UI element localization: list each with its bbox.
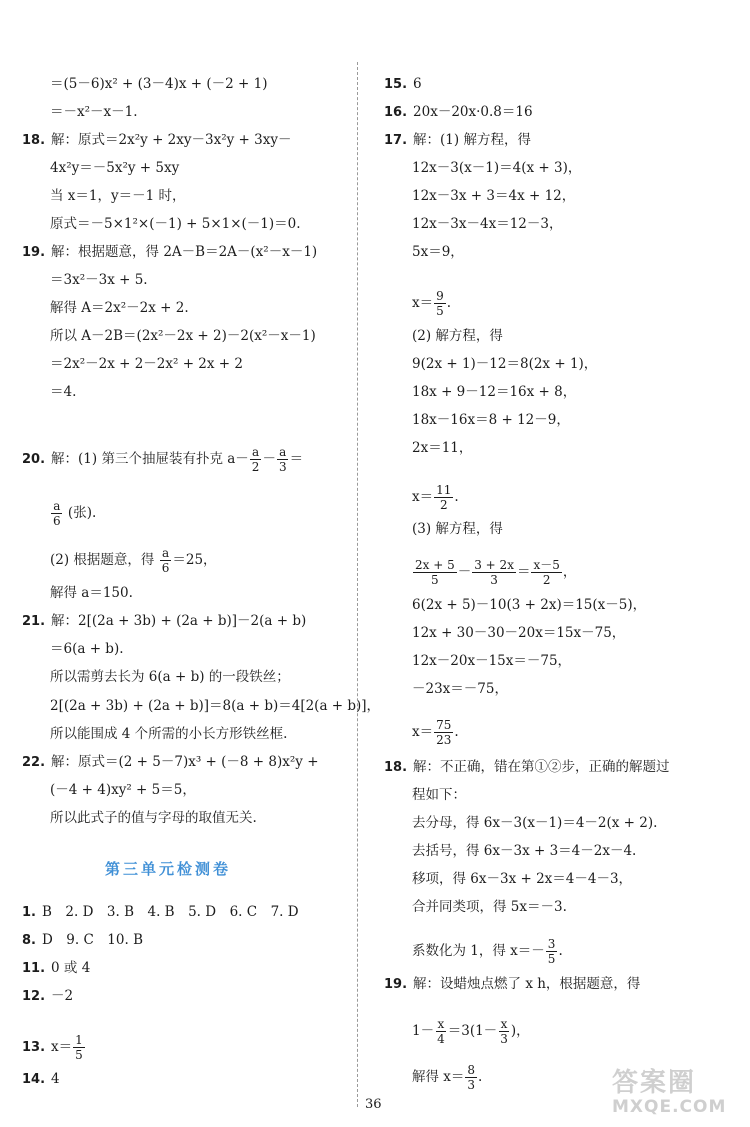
answer-line [412, 159, 581, 177]
question-number: 19. [384, 977, 408, 992]
answer-line [412, 1017, 530, 1046]
answer-text: 所以需剪去长为 6(a + b) 的一段铁丝； [50, 669, 290, 685]
fraction: $\frac{a}{6}$ [53, 499, 61, 528]
question-number: 14. [22, 1072, 46, 1087]
answer-text: 4x²y＝－5x²y + 5xy [50, 160, 180, 176]
answer-text: 18x－16x＝8 + 12－9， [412, 412, 570, 428]
question-number: 18. [22, 133, 46, 148]
answer-line [412, 243, 464, 261]
question-number: 22. [22, 755, 46, 770]
answer-text: ＝2x²－2x + 2－2x² + 2x + 2 [50, 356, 243, 372]
answer-text: 解：原式＝(2 + 5－7)x³ + (－8 + 8)x²y + [51, 754, 319, 770]
answer-text: 4 [51, 1071, 60, 1087]
answer-text: ＝(5－6)x² + (3－4)x + (－2 + 1) [50, 76, 268, 92]
answer-text: 解：(1) 解方程，得 [413, 132, 531, 148]
question-number: 18. [384, 760, 408, 775]
answer-text: ＝4. [50, 384, 77, 400]
watermark-line2: MXQE.COM [612, 1097, 727, 1117]
answer-text: (3) 解方程，得 [412, 521, 503, 537]
answer-line [412, 383, 576, 401]
answer-text: 去括号，得 6x－3x + 3＝4－2x－4. [412, 843, 637, 859]
question-number: 8. [22, 933, 36, 948]
answer-line [412, 355, 597, 373]
answer-line [384, 758, 670, 777]
answer-text: 程如下： [412, 787, 466, 803]
fraction: $\frac{a}{3}$ [278, 445, 287, 474]
answer-text: 2x＝11， [412, 440, 473, 456]
answer-text: 0 或 4 [51, 960, 91, 976]
answer-text: 所以能围成 4 个所需的小长方形铁丝框. [50, 726, 288, 742]
answer-text: 解得 x＝ $\frac{8}{3}$ . [412, 1063, 483, 1092]
answer-line [412, 680, 508, 698]
answer-text: D 9. C 10. B [41, 932, 143, 948]
question-number: 19. [22, 245, 46, 260]
answer-line [384, 975, 640, 994]
answer-text: 解：不正确，错在第①②步，正确的解题过 [413, 759, 670, 775]
answer-text: (2) 根据题意，得 $\frac{a}{6}$ ＝25， [50, 546, 217, 575]
answer-line [412, 786, 466, 804]
fraction: $\frac{x}{4}$ [437, 1017, 445, 1046]
page-number: 36 [365, 1097, 382, 1112]
answer-line [384, 131, 531, 150]
answer-text: ＝6(a + b). [50, 641, 124, 657]
answer-text: 2[(2a + 3b) + (2a + b)]＝8(a + b)＝4[2(a + b)]， [50, 698, 381, 714]
fraction: $\frac{3}{5}$ [547, 937, 556, 966]
fraction: $\frac{a}{6}$ [161, 546, 170, 575]
answer-line [412, 439, 472, 457]
fraction: $\frac{x}{3}$ [500, 1017, 508, 1046]
answer-line [412, 327, 503, 345]
answer-text: 12x－3(x－1)＝4(x + 3)， [412, 160, 582, 176]
answer-text: 所以此式子的值与字母的取值无关. [50, 810, 257, 826]
answer-text: 系数化为 1，得 x＝－ $\frac{3}{5}$ . [412, 937, 563, 966]
question-number: 13. [22, 1040, 46, 1055]
answer-text: 12x + 30－30－20x＝15x－75， [412, 625, 626, 641]
fraction: $\frac{8}{3}$ [467, 1063, 476, 1092]
answer-text: 12x－3x + 3＝4x + 12， [412, 188, 576, 204]
answer-line [412, 483, 459, 512]
answer-text: 解得 A＝2x²－2x + 2. [50, 300, 189, 316]
answer-text: 所以 A－2B＝(2x²－2x + 2)－2(x²－x－1) [50, 328, 316, 344]
answer-line [412, 652, 571, 670]
answer-line [412, 596, 646, 614]
answer-text: 解得 a＝150. [50, 585, 133, 601]
watermark [612, 1062, 726, 1117]
answer-text: $\frac{a}{6}$ (张). [53, 499, 97, 528]
answer-text: 解：(1) 第三个抽屉装有扑克 a－ $\frac{a}{2}$ － $\frac{a}{3}$ ＝ [51, 445, 304, 474]
answer-text: 12x－20x－15x＝－75， [412, 653, 572, 669]
answer-text: (－4 + 4)xy² + 5＝5， [50, 782, 196, 798]
answer-text: (2) 解方程，得 [412, 328, 503, 344]
answer-line [412, 215, 562, 233]
answer-text: 18x + 9－12＝16x + 8， [412, 384, 577, 400]
answer-line [412, 870, 632, 888]
fraction: $\frac{11}{2}$ [436, 483, 452, 512]
answer-text: 去分母，得 6x－3(x－1)＝4－2(x + 2). [412, 815, 658, 831]
answer-line [384, 103, 533, 122]
question-number: 16. [384, 105, 408, 120]
fraction: $\frac{2x + 5}{5}$ [415, 558, 455, 587]
answer-text: x＝ $\frac{1}{5}$ [51, 1033, 83, 1062]
answer-text: 原式＝－5×1²×(－1) + 5×1×(－1)＝0. [50, 216, 301, 232]
answer-text: －23x＝－75， [412, 681, 508, 697]
answer-text: －2 [51, 988, 74, 1004]
answer-line [412, 718, 459, 747]
fraction: $\frac{3 + 2x}{3}$ [474, 558, 514, 587]
answer-line [412, 898, 567, 916]
question-number: 20. [22, 452, 46, 467]
question-number: 15. [384, 77, 408, 92]
answer-text: x＝ $\frac{75}{23}$ . [412, 718, 459, 747]
answer-text: 5x＝9， [412, 244, 464, 260]
watermark-line1: 答案圈 [612, 1068, 697, 1098]
answer-line [412, 411, 570, 429]
answer-text: 当 x＝1，y＝－1 时， [50, 188, 186, 204]
answer-text: ＝－x²－x－1. [50, 104, 138, 120]
answer-line [412, 624, 625, 642]
question-number: 12. [22, 989, 46, 1004]
answer-text: 解：根据题意，得 2A－B＝2A－(x²－x－1) [51, 244, 318, 260]
fraction: $\frac{a}{2}$ [251, 445, 260, 474]
answer-line [412, 187, 575, 205]
answer-text: B 2. D 3. B 4. B 5. D 6. C 7. D [41, 904, 299, 920]
section-title: 第三单元检测卷 [105, 860, 232, 878]
answer-text: $\frac{2x + 5}{5}$ － $\frac{3 + 2x}{3}$ ＝ $\frac{x-5}{2}$ ， [415, 558, 577, 587]
answer-line [412, 1063, 482, 1092]
answer-text: x＝ $\frac{11}{2}$ . [412, 483, 459, 512]
fraction: $\frac{75}{23}$ [436, 718, 452, 747]
answer-text: 1－ $\frac{x}{4}$ ＝3(1－ $\frac{x}{3}$ )， [412, 1017, 530, 1046]
answer-text: 解：原式＝2x²y + 2xy－3x²y + 3xy－ [51, 132, 292, 148]
answer-line [412, 289, 451, 318]
answer-line [412, 520, 503, 538]
question-number: 11. [22, 961, 46, 976]
answer-text: 6 [413, 76, 422, 92]
answer-line [412, 842, 636, 860]
answer-text: x＝ $\frac{9}{5}$ . [412, 289, 452, 318]
question-number: 21. [22, 614, 46, 629]
answer-text: ＝3x²－3x + 5. [50, 272, 148, 288]
answer-text: 移项，得 6x－3x + 2x＝4－4－3， [412, 871, 633, 887]
question-number: 1. [22, 905, 36, 920]
answer-text: 9(2x + 1)－12＝8(2x + 1)， [412, 356, 598, 372]
answer-line [412, 558, 576, 587]
answer-text: 解：2[(2a + 3b) + (2a + b)]－2(a + b) [51, 613, 307, 629]
answer-text: 合并同类项，得 5x＝－3. [412, 899, 567, 915]
answer-text: 解：设蜡烛点燃了 x h，根据题意，得 [413, 976, 641, 992]
fraction: $\frac{1}{5}$ [75, 1033, 83, 1062]
fraction: $\frac{x-5}{2}$ [533, 558, 560, 587]
answer-line [412, 937, 563, 966]
answer-line [412, 814, 657, 832]
answer-line [384, 75, 422, 94]
answer-text: 6(2x + 5)－10(3 + 2x)＝15(x－5)， [412, 597, 647, 613]
answer-text: 20x－20x·0.8＝16 [413, 104, 533, 120]
question-number: 17. [384, 133, 408, 148]
answer-text: 12x－3x－4x＝12－3， [412, 216, 563, 232]
fraction: $\frac{9}{5}$ [436, 289, 444, 318]
